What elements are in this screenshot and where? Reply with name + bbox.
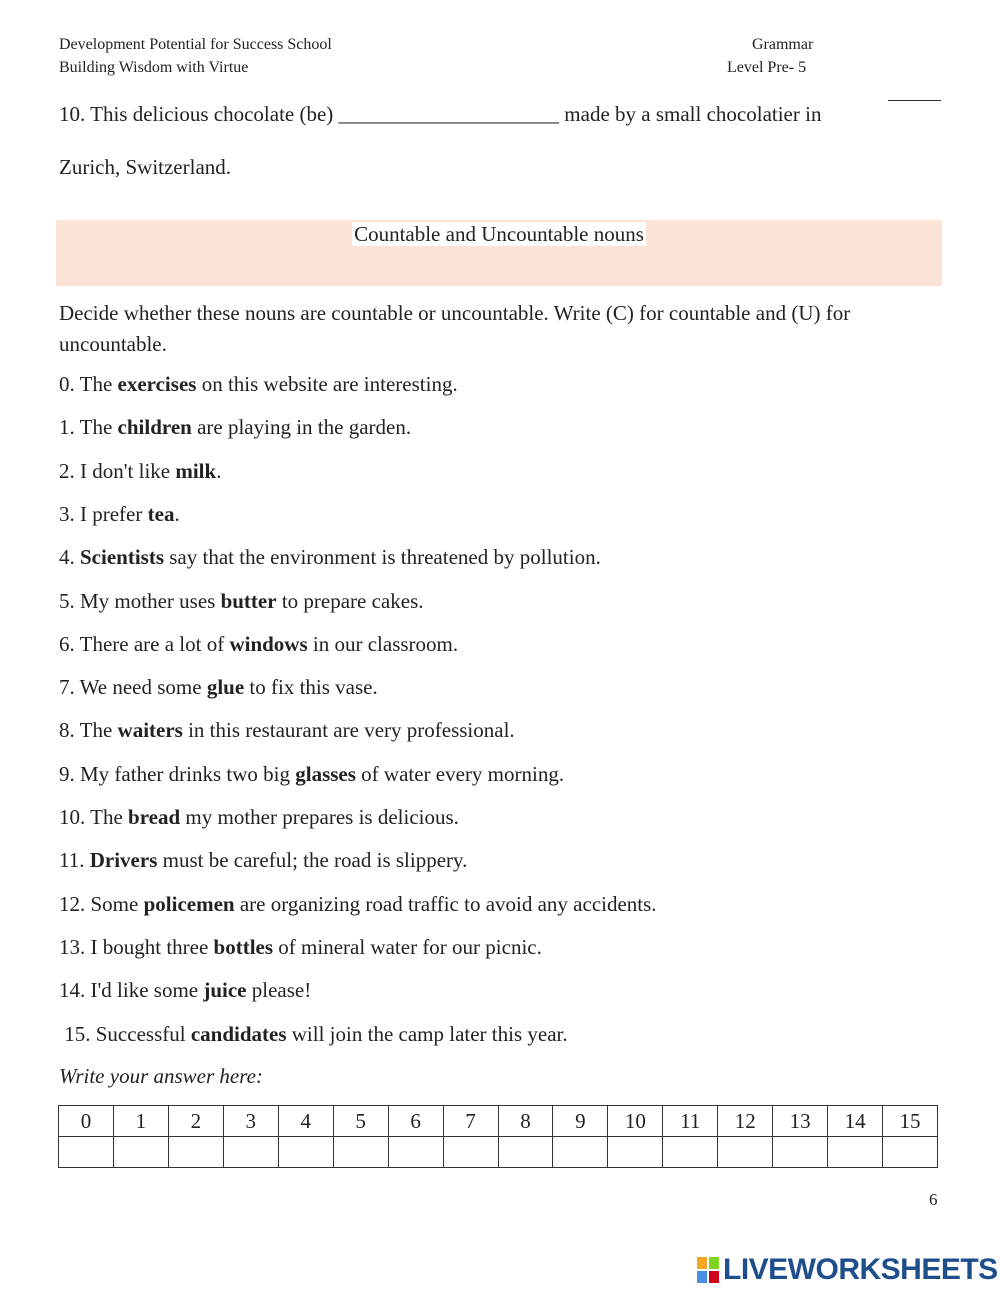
answer-table-header-cell: 6 [388,1106,443,1137]
answer-table-header-cell: 3 [223,1106,278,1137]
question-noun: exercises [117,372,197,396]
answer-input-cell[interactable] [773,1137,828,1168]
question-text-after: say that the environment is threatened by pollution. [164,545,601,570]
question-text-after: are playing in the garden. [191,415,412,440]
question-text-before: 1. The [59,415,118,440]
section-title: Countable and Uncountable nouns [354,222,644,246]
question-noun: bread [128,805,181,829]
question-item [59,934,542,960]
question-text-before: 4. [59,545,80,570]
question-item [59,371,458,397]
question-text-before: 2. I don't like [59,458,176,483]
section-banner [56,220,942,286]
question-text-after: of water every morning. [355,761,565,786]
question-noun: Scientists [80,545,164,570]
answer-table-header-cell: 15 [883,1106,938,1137]
answer-input-cell[interactable] [333,1137,388,1168]
question-item [59,761,564,787]
answer-table [58,1105,938,1168]
question-text-before: 8. The [59,718,118,743]
answer-input-cell[interactable] [223,1137,278,1168]
question-item [59,674,378,700]
question-text-before: 3. I prefer [59,501,148,526]
page-number: 6 [929,1190,938,1209]
answer-table-header-cell: 13 [773,1106,828,1137]
answer-input-cell[interactable] [443,1137,498,1168]
question-text-before: 11. [59,848,90,873]
question-text-before: 5. My mother uses [59,588,221,613]
question-noun: juice [203,978,247,1003]
answer-table-header-cell: 14 [828,1106,883,1137]
question-text-before: 7. We need some [59,675,207,700]
question-item [59,717,515,743]
answer-table-header-cell: 12 [718,1106,773,1137]
question-noun: policemen [143,891,235,916]
previous-item-line1 [59,101,821,127]
level-label: Level Pre- 5 [727,59,807,76]
question-text-before: 14. I'd like some [59,978,204,1003]
question-item [59,1021,568,1047]
answer-input-cell[interactable] [718,1137,773,1168]
school-motto: Building Wisdom with Virtue [59,59,249,76]
answer-table-header-row [59,1106,938,1137]
question-text-before: 13. I bought three [59,934,214,959]
question-noun: tea [147,501,175,526]
answer-input-cell[interactable] [608,1137,663,1168]
subject-label: Grammar [752,36,814,53]
answer-input-cell[interactable] [278,1137,333,1168]
answer-input-cell[interactable] [553,1137,608,1168]
answer-input-cell[interactable] [59,1137,114,1168]
answer-table-header-cell: 10 [608,1106,663,1137]
question-text-after: must be careful; the road is slippery. [157,848,468,873]
previous-item-blank[interactable]: _____________________ [338,102,560,126]
answer-input-cell[interactable] [883,1137,938,1168]
question-noun: milk [175,458,217,483]
answer-table-header-cell: 4 [278,1106,333,1137]
question-text-after: to prepare cakes. [276,588,424,613]
question-item [59,804,459,830]
answer-table-header-cell: 5 [333,1106,388,1137]
question-item [59,414,411,440]
school-name: Development Potential for Success School [59,36,332,53]
question-noun: candidates [190,1021,287,1046]
answer-table-input-row [59,1137,938,1168]
question-text-after: my mother prepares is delicious. [180,805,459,829]
question-text-after: are organizing road traffic to avoid any accidents. [234,891,657,916]
header-rule [888,100,941,101]
question-item [59,501,180,527]
question-text-after: . [216,458,222,483]
question-text-after: please! [246,978,312,1003]
question-noun: glue [206,675,245,700]
logo-block [709,1271,719,1283]
answer-input-cell[interactable] [168,1137,223,1168]
question-item [59,588,424,614]
answer-table-header-cell: 1 [113,1106,168,1137]
answer-table-header-cell: 0 [59,1106,114,1137]
answer-input-cell[interactable] [828,1137,883,1168]
logo-block [697,1271,707,1283]
question-text-after: to fix this vase. [244,675,378,700]
answer-input-cell[interactable] [498,1137,553,1168]
question-item [59,544,601,570]
question-text-before: 0. The [59,372,118,396]
answer-input-cell[interactable] [663,1137,718,1168]
question-text-after: in this restaurant are very professional. [182,718,515,743]
question-text-after: of mineral water for our picnic. [273,934,542,959]
question-item [59,458,221,484]
question-item [59,977,311,1003]
answer-table-header-cell: 7 [443,1106,498,1137]
question-text-after: in our classroom. [307,631,459,656]
previous-item-end: made by a small chocolatier in [564,102,822,126]
logo-block [697,1257,707,1269]
answer-input-cell[interactable] [113,1137,168,1168]
question-text-before: 9. My father drinks two big [59,761,296,786]
question-text-after: will join the camp later this year. [286,1021,568,1046]
answer-table-header-cell: 8 [498,1106,553,1137]
instructions: Decide whether these nouns are countable or uncountable. Write (C) for countable and (U) for uncountable. [59,301,851,356]
question-text-before: 6. There are a lot of [59,631,230,656]
previous-item-line2: Zurich, Switzerland. [59,155,232,179]
question-noun: windows [229,631,308,656]
logo-icon [697,1257,719,1283]
question-item [59,847,467,873]
answer-table-header-cell: 11 [663,1106,718,1137]
question-text-after: on this website are interesting. [196,372,458,396]
previous-item-start: 10. This delicious chocolate (be) [59,102,334,126]
question-item [59,891,657,917]
logo-block [709,1257,719,1269]
question-noun: Drivers [89,848,158,873]
answer-prompt: Write your answer here: [59,1064,263,1088]
question-noun: bottles [213,934,274,959]
question-noun: children [117,415,192,440]
question-noun: waiters [117,718,183,743]
logo-text: LIVEWORKSHEETS [723,1253,998,1286]
question-item [59,631,458,657]
section-title-wrap [56,220,942,248]
question-text-before: 15. Successful [59,1021,191,1046]
question-noun: glasses [295,761,356,786]
answer-input-cell[interactable] [388,1137,443,1168]
question-text-before: 12. Some [59,891,144,916]
liveworksheets-logo [697,1252,998,1288]
answer-table-header-cell: 2 [168,1106,223,1137]
question-text-after: . [174,501,180,526]
answer-table-header-cell: 9 [553,1106,608,1137]
question-noun: butter [220,588,277,613]
question-text-before: 10. The [59,805,129,829]
